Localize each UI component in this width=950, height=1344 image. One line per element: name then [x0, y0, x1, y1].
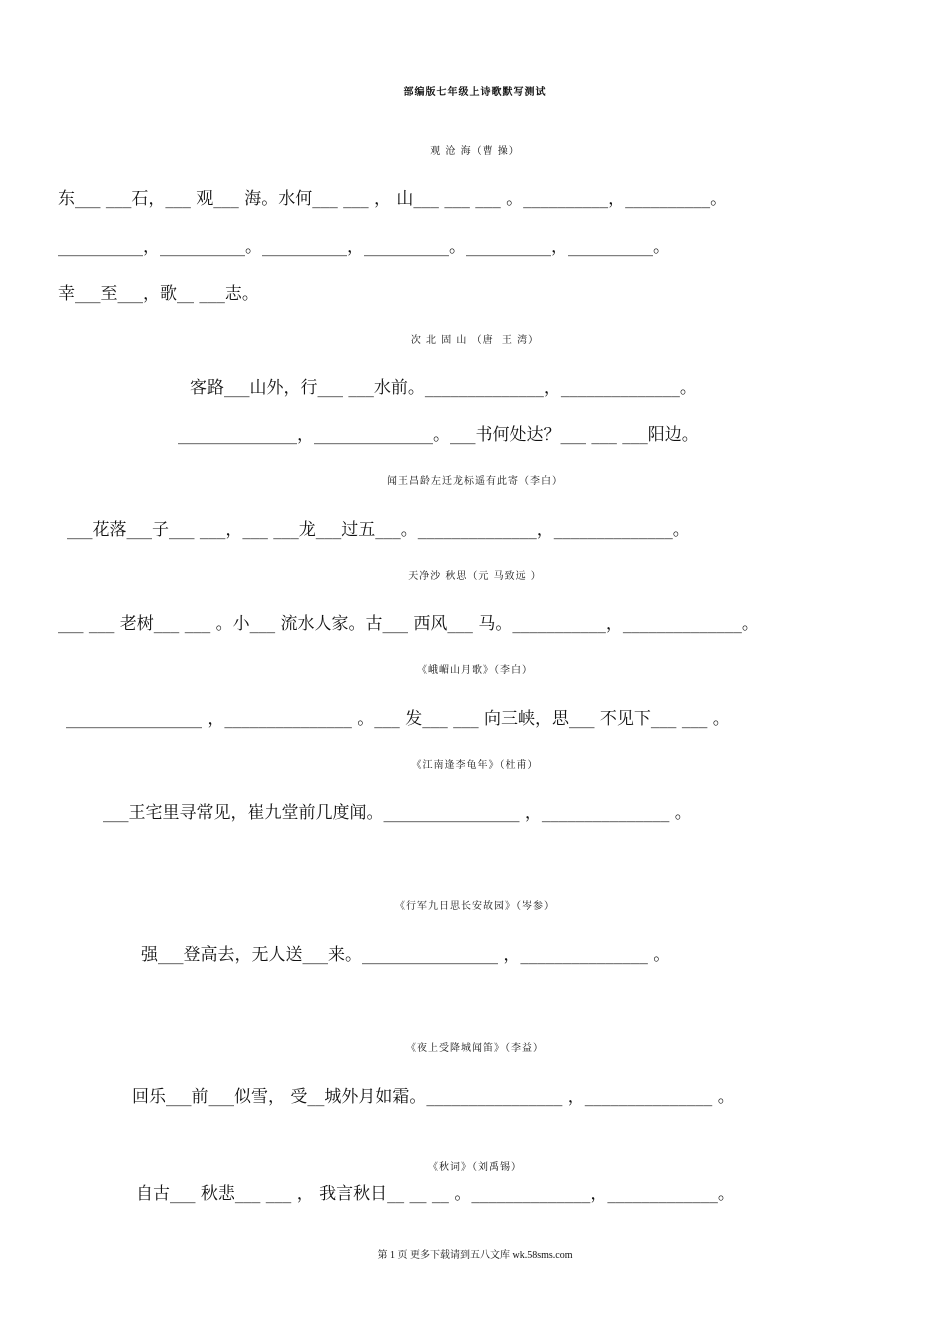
poem-line: ________________ ，_______________ 。___ 发___ ___ 向三峡，思___ 不见下___ ___ 。 — [66, 709, 730, 729]
poem-heading-xing-jun-jiu-ri: 《行军九日思长安故园》（岑参） — [395, 901, 555, 912]
poem-line: ______________，______________。___书何处达？___ ___ ___阳边。 — [178, 425, 699, 445]
poem-line: ___花落___子___ ___，___ ___龙___过五___。______________，______________。 — [67, 520, 690, 540]
poem-line: 回乐___前___似雪， 受__城外月如霜。________________ ，_______________ 。 — [132, 1087, 735, 1107]
poem-line: 自古___ 秋悲___ ___ ， 我言秋日__ __ __ 。______________，_____________。 — [136, 1184, 735, 1204]
poem-heading-e-mei-shan-yue-ge: 《峨嵋山月歌》（李白） — [417, 665, 533, 676]
poem-heading-wen-wang-chang-ling: 闻王昌龄左迁龙标遥有此寄（李白） — [387, 476, 563, 487]
poem-line: 东___ ___石，___ 观___ 海。水何___ ___ ， 山___ ___ ___ 。__________，__________。 — [58, 189, 728, 209]
poem-line: 强___登高去，无人送___来。________________ ，_______________ 。 — [141, 945, 671, 965]
document-title: 部编版七年级上诗歌默写测试 — [403, 87, 547, 98]
poem-line: 客路___山外，行___ ___水前。______________，______________。 — [190, 378, 697, 398]
poem-heading-qiu-ci: 《秋词》（刘禹锡） — [428, 1162, 522, 1173]
poem-heading-jiang-nan-feng-li-gui-nian: 《江南逢李龟年》（杜甫） — [411, 760, 539, 771]
poem-line: __________，__________。__________，__________。__________，__________。 — [58, 237, 670, 257]
poem-heading-ye-shang-shou-xiang-cheng: 《夜上受降城闻笛》（李益） — [406, 1043, 544, 1054]
poem-line: ___王宅里寻常见，崔九堂前几度闻。________________ ，_______________ 。 — [103, 803, 692, 823]
poem-line: 幸___至___，歌__ ___志。 — [58, 284, 259, 304]
page-footer: 第 1 页 更多下载请到五八文库 wk.58sms.com — [377, 1250, 573, 1261]
poem-heading-guan-cang-hai: 观 沧 海（曹 操） — [430, 146, 520, 157]
poem-line: ___ ___ 老树___ ___ 。小___ 流水人家。古___ 西风___ 马。___________，______________。 — [58, 614, 759, 634]
poem-heading-tian-jing-sha: 天净沙 秋思（元 马致远 ） — [408, 571, 542, 582]
poem-heading-ci-bei-gu-shan: 次 北 固 山 （唐 王 湾） — [410, 335, 540, 346]
